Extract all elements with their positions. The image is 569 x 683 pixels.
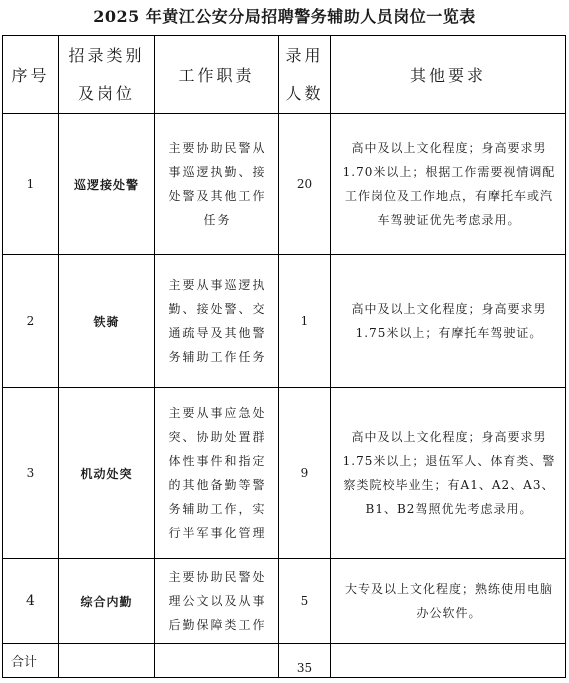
- total-empty-category: [59, 644, 155, 678]
- header-seq: 序号: [3, 36, 59, 114]
- total-row: [3, 644, 566, 678]
- total-count: 35: [279, 644, 331, 678]
- header-count: 录用 人数: [279, 36, 331, 114]
- header-requirements: 其他要求: [331, 36, 566, 114]
- row-requirements: 大专及以上文化程度；熟练使用电脑办公软件。: [331, 559, 566, 644]
- row-duty: 主要协助民警处理公文以及从事后勤保障类工作: [155, 559, 279, 644]
- row-requirements: 高中及以上文化程度；身高要求男1.75米以上；退伍军人、体育类、警察类院校毕业生；有A1、A2、A3、B1、B2驾照优先考虑录用。: [331, 388, 566, 559]
- header-duty: 工作职责: [155, 36, 279, 114]
- page-title: 2025 年黄江公安分局招聘警务辅助人员岗位一览表: [93, 7, 476, 26]
- row-duty: 主要从事应急处突、协助处置群体性事件和指定的其他备勤等警务辅助工作，实行半军事化管理: [155, 388, 279, 559]
- row-duty: 主要协助民警从事巡逻执勤、接处警及其他工作任务: [155, 114, 279, 255]
- total-empty-requirements: [331, 644, 566, 678]
- row-requirements: 高中及以上文化程度；身高要求男1.75米以上；有摩托车驾驶证。: [331, 255, 566, 388]
- total-label: 合计: [3, 644, 59, 678]
- row-count: 9: [279, 388, 331, 559]
- row-count: 1: [279, 255, 331, 388]
- row-count: 5: [279, 559, 331, 644]
- table-row: [3, 255, 566, 388]
- row-category: 综合内勤: [59, 559, 155, 644]
- table-row: [3, 114, 566, 255]
- row-seq: 1: [3, 114, 59, 255]
- row-seq: 3: [3, 388, 59, 559]
- header-row: [3, 36, 566, 114]
- row-category: 巡逻接处警: [59, 114, 155, 255]
- row-seq: 2: [3, 255, 59, 388]
- row-seq: 4: [3, 559, 59, 644]
- table-row: [3, 559, 566, 644]
- table-row: [3, 388, 566, 559]
- row-count: 20: [279, 114, 331, 255]
- row-duty: 主要从事巡逻执勤、接处警、交通疏导及其他警务辅助工作任务: [155, 255, 279, 388]
- header-category: 招录类别 及岗位: [59, 36, 155, 114]
- positions-table: [2, 35, 566, 678]
- row-requirements: 高中及以上文化程度；身高要求男1.70米以上；根据工作需要视情调配工作岗位及工作地点，有摩托车或汽车驾驶证优先考虑录用。: [331, 114, 566, 255]
- row-category: 机动处突: [59, 388, 155, 559]
- row-category: 铁骑: [59, 255, 155, 388]
- total-empty-duty: [155, 644, 279, 678]
